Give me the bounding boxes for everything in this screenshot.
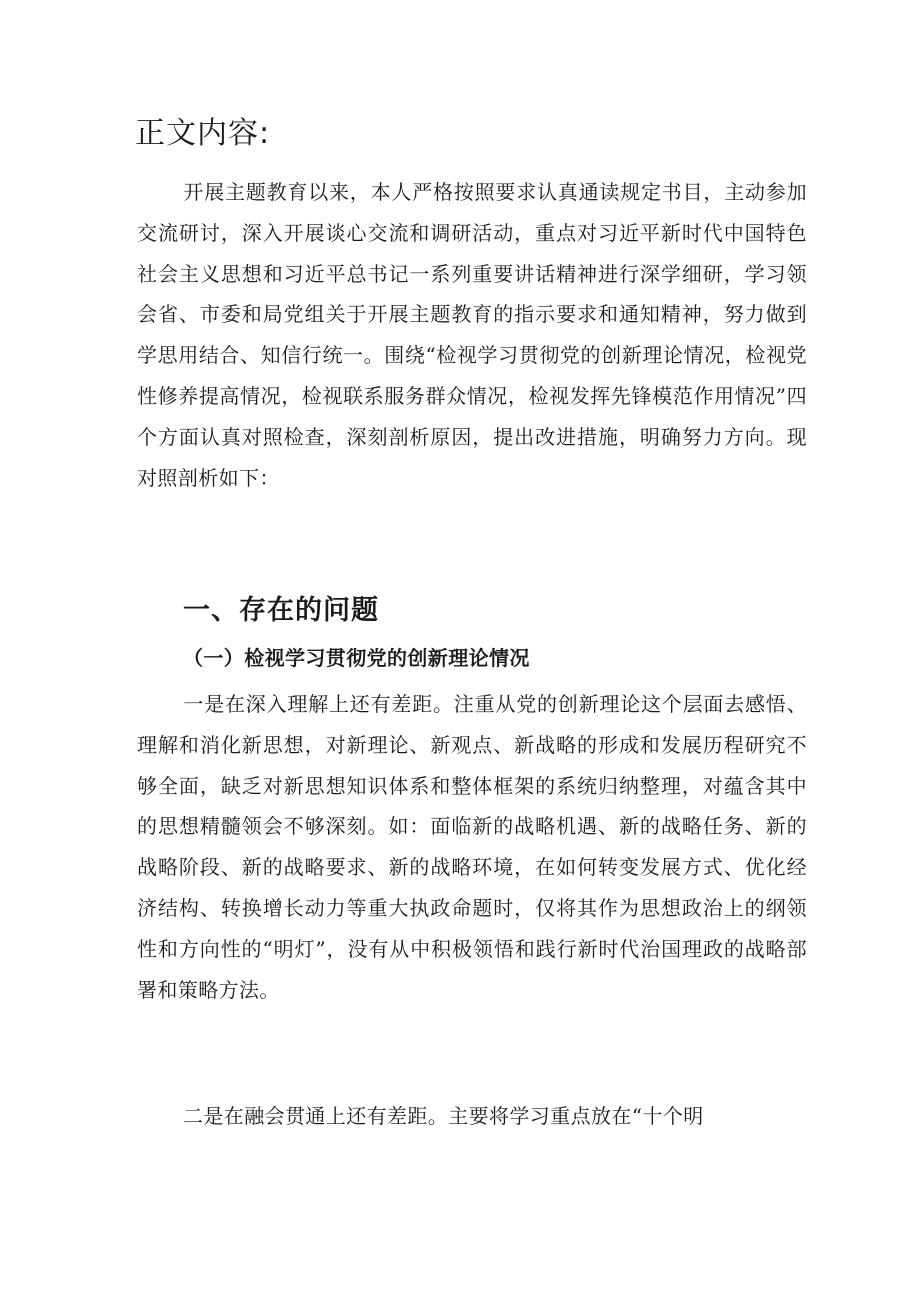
document-title: 正文内容: bbox=[135, 116, 271, 151]
paragraph-one bbox=[137, 684, 807, 1010]
paragraph-one-text: 一是在深入理解上还有差距。注重从党的创新理论这个层面去感悟、理解和消化新思想，对新理论、新观点、新战略的形成和发展历程研究不够全面，缺乏对新思想知识体系和整体框架的系统归纳整理，对蕴含其中的思想精髓领会不够深刻。如：面临新的战略机遇、新的战略任务、新的战略阶段、新的战略要求、新的战略环境，在如何转变发展方式、优化经济结构、转换增长动力等重大执政命题时，仅将其作为思想政治上的纲领性和方向性的“明灯”，没有从中积极领悟和践行新时代治国理政的战略部署和策略方法。 bbox=[137, 692, 807, 1002]
section-heading: 一、存在的问题 bbox=[183, 595, 379, 626]
sub-heading: （一）检视学习贯彻党的创新理论情况 bbox=[183, 646, 530, 670]
paragraph-two-text: 二是在融会贯通上还有差距。主要将学习重点放在“十个明 bbox=[183, 1104, 704, 1128]
intro-paragraph bbox=[137, 172, 807, 498]
intro-text: 开展主题教育以来，本人严格按照要求认真通读规定书目，主动参加交流研讨，深入开展谈心交流和调研活动，重点对习近平新时代中国特色社会主义思想和习近平总书记一系列重要讲话精神进行深学细研，学习领会省、市委和局党组关于开展主题教育的指示要求和通知精神，努力做到学思用结合、知信行统一。围绕“检视学习贯彻党的创新理论情况，检视党性修养提高情况，检视联系服务群众情况，检视发挥先锋模范作用情况”四个方面认真对照检查，深刻剖析原因，提出改进措施，明确努力方向。现对照剖析如下： bbox=[137, 180, 807, 490]
paragraph-two bbox=[137, 1096, 807, 1137]
